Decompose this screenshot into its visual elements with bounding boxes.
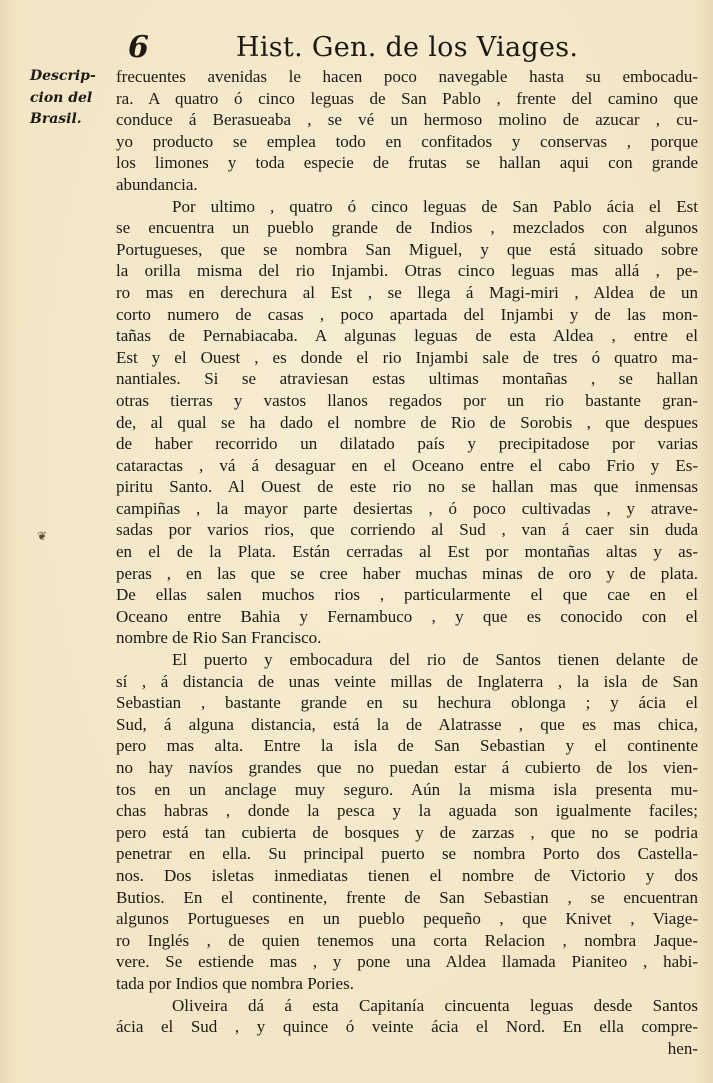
- text-line: abundancia.: [116, 174, 198, 194]
- text-line: tada por Indios que nombra Pories.: [116, 973, 354, 993]
- text-line: tañas de Pernabiacaba. A algunas leguas de esta Aldea , entre el: [116, 326, 698, 346]
- text-line: sadas por varios rios, que corriendo al Sud , van á caer sin duda: [116, 520, 698, 540]
- marginal-note: [30, 66, 112, 131]
- text-line: penetrar en ella. Su principal puerto se nombra Porto dos Castella-: [116, 844, 698, 864]
- text-line: Portugueses, que se nombra San Miguel, y que está situado sobre: [116, 239, 698, 259]
- text-line: los limones y toda especie de frutas se hallan aqui con grande: [116, 153, 698, 173]
- text-line: nantiales. Si se atraviesan estas ultimas montañas , se hallan: [116, 369, 698, 389]
- text-line: ro mas en derechura al Est , se llega á Magi-miri , Aldea de un: [116, 282, 698, 302]
- text-line: cataractas , vá á desaguar en el Oceano entre el cabo Frio y Es-: [116, 455, 698, 475]
- text-line: pero está tan cubierta de bosques y de zarzas , que no se podria: [116, 822, 698, 842]
- text-line: Oliveira dá á esta Capitanía cincuenta leguas desde Santos: [172, 995, 698, 1015]
- text-line: ra. A quatro ó cinco leguas de San Pablo , frente del camino que: [116, 88, 698, 108]
- text-line: piritu Santo. Al Ouest de este rio no se hallan mas que inmensas: [116, 477, 698, 497]
- text-line: yo producto se emplea todo en confitados y conservas , porque: [116, 131, 698, 151]
- marginal-note-line: Brasil.: [30, 111, 82, 128]
- text-line: no hay navíos grandes que no puedan estar á cubierto de los vien-: [116, 758, 698, 777]
- text-line: la orilla misma del rio Injambi. Otras cinco leguas mas allá , pe-: [116, 261, 698, 281]
- text-line: Sud, á alguna distancia, está la de Alatrasse , que es mas chica,: [116, 714, 698, 734]
- text-line: nombre de Rio San Francisco.: [116, 628, 322, 648]
- text-line: campiñas , la mayor parte desiertas , ó poco cultivadas , y atrave-: [116, 498, 698, 518]
- text-line: vere. Se estiende mas , y pone una Aldea llamada Pianiteo , habi-: [116, 952, 698, 972]
- text-line: otras tierras y vastos llanos regados por un rio bastante gran-: [116, 390, 698, 410]
- text-line: conduce á Berasueaba , se vé un hermoso molino de azucar , cu-: [116, 110, 698, 130]
- body-text: [116, 66, 698, 1059]
- text-line: algunos Portugueses en un pueblo pequeño , que Knivet , Viage-: [116, 909, 698, 929]
- text-line: peras , en las que se cree haber muchas minas de oro y de plata.: [116, 563, 698, 583]
- text-line: Oceano entre Bahia y Fernambuco , y que es conocido con el: [116, 606, 698, 626]
- text-line: tos en un anclage muy seguro. Aún la misma isla presenta mu-: [116, 779, 698, 799]
- text-line: se encuentra un pueblo grande de Indios , mezclados con algunos: [116, 218, 698, 238]
- text-line: en el de la Plata. Están cerradas al Est por montañas altas y as-: [116, 542, 698, 562]
- text-line: chas habras , donde la pesca y la aguada son igualmente faciles;: [116, 801, 698, 821]
- text-line: El puerto y embocadura del rio de Santos tienen delante de: [172, 650, 698, 670]
- text-line: sí , á distancia de unas veinte millas de Inglaterra , la isla de San: [116, 671, 698, 691]
- text-line: De ellas salen muchos rios , particularmente el que cae en el: [116, 585, 698, 605]
- text-line: de haber recorrido un dilatado país y precipitadose por varias: [116, 434, 698, 454]
- text-line: ro Inglés , de quien tenemos una corta Relacion , nombra Jaque-: [116, 930, 698, 950]
- text-line: Est y el Ouest , es donde el rio Injambi sale de tres ó quatro ma-: [116, 347, 698, 367]
- marginal-note-line: cion del: [30, 89, 93, 106]
- text-line: ácia el Sud , y quince ó veinte ácia el Nord. En ella compre-: [116, 1017, 698, 1037]
- text-line: Sebastian , bastante grande en su hechura oblonga ; y ácia el: [116, 693, 698, 713]
- text-line: de, al qual se ha dado el nombre de Rio de Sorobis , que despues: [116, 412, 698, 432]
- text-line: frecuentes avenidas le hacen poco navegable hasta su embocadu-: [116, 67, 698, 86]
- text-line: Por ultimo , quatro ó cinco leguas de San Pablo ácia el Est: [172, 196, 698, 216]
- printer-ornament-icon: ❦: [37, 529, 48, 543]
- text-line: corto numero de casas , poco apartada del Injambi y de las mon-: [116, 304, 698, 324]
- text-line: nos. Dos isletas inmediatas tienen el nombre de Victorio y dos: [116, 865, 698, 885]
- running-title: Hist. Gen. de los Viages.: [236, 32, 579, 63]
- text-line: pero mas alta. Entre la isla de San Sebastian y el continente: [116, 736, 698, 756]
- text-line: Butios. En el continente, frente de San Sebastian , se encuentran: [116, 887, 698, 907]
- catchword: hen-: [667, 1038, 698, 1058]
- page-number: 6: [128, 30, 149, 65]
- marginal-note-line: Descrip-: [30, 68, 96, 84]
